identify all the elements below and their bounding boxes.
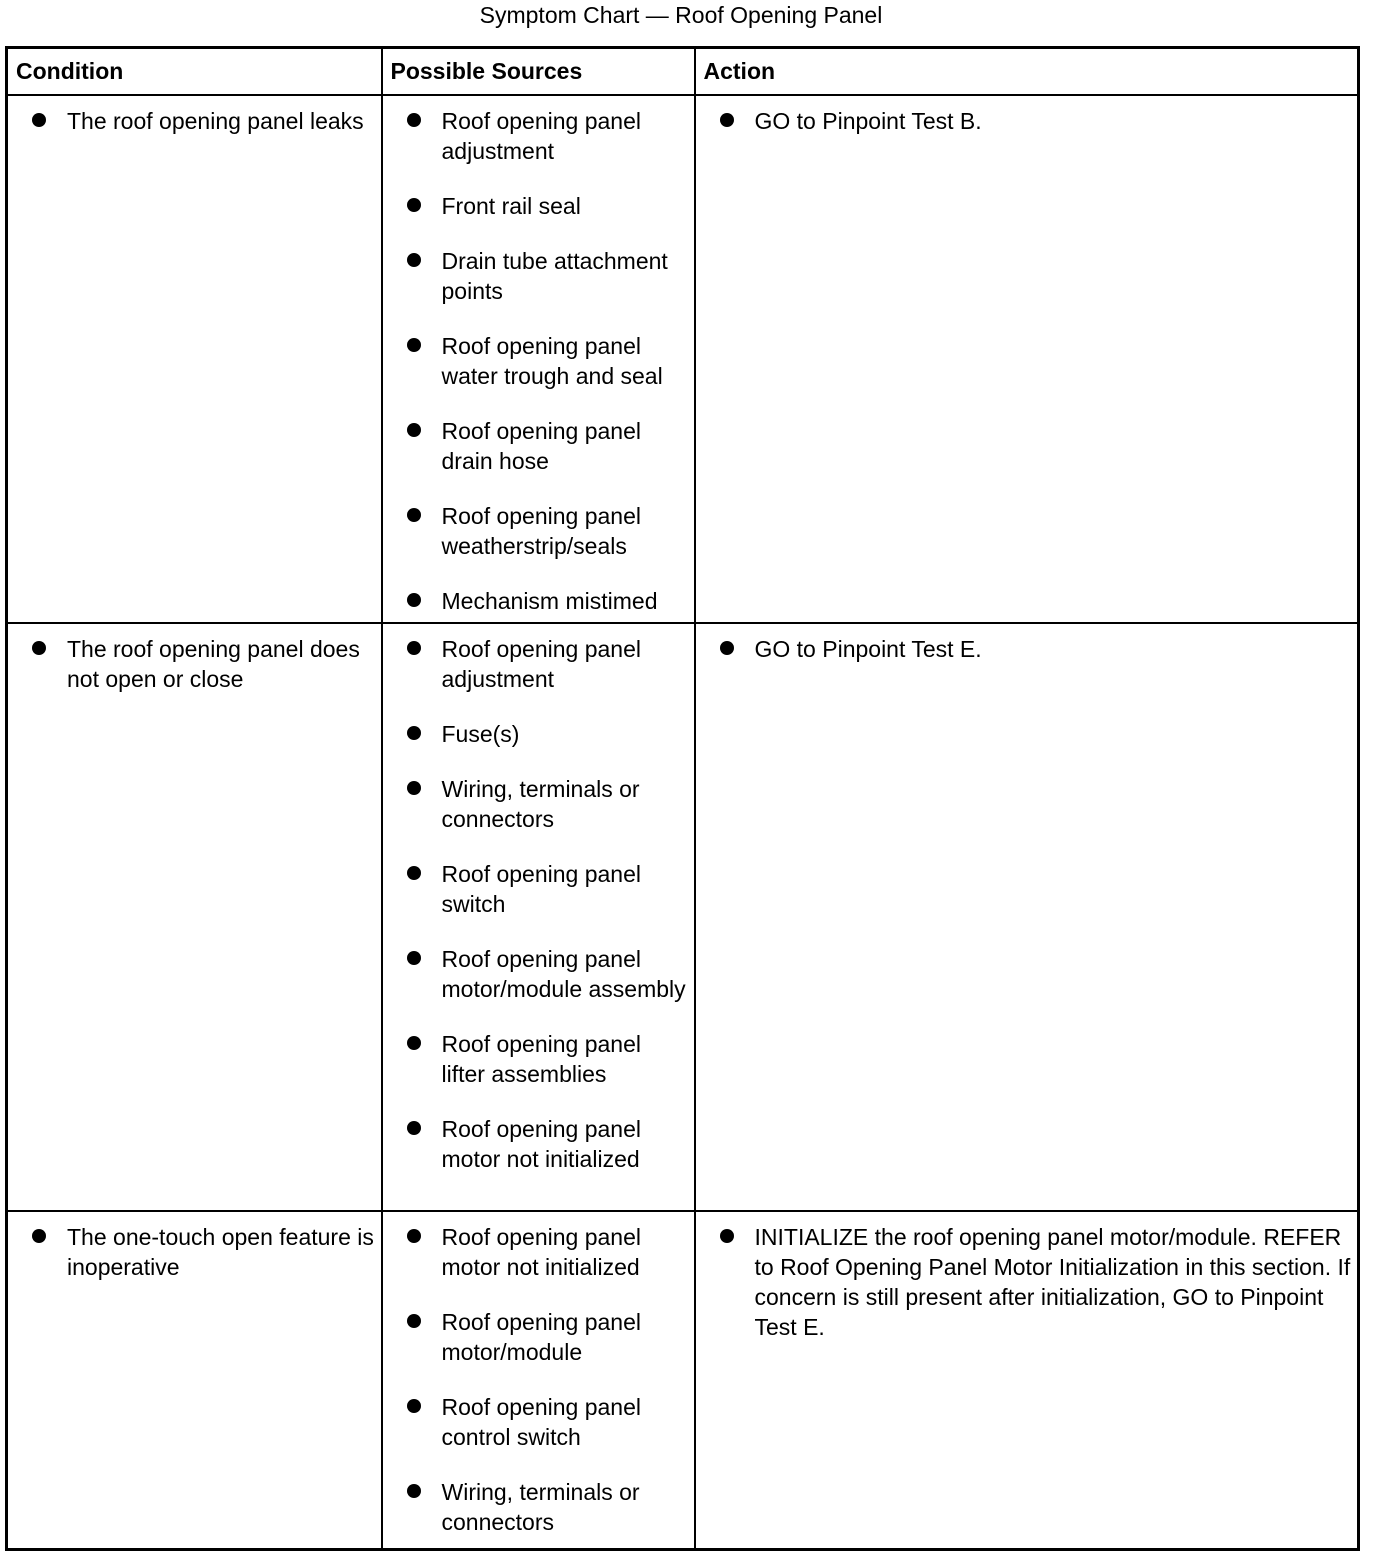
column-header-action: Action bbox=[695, 48, 1359, 95]
table-row bbox=[7, 623, 1359, 1211]
bullet-icon bbox=[407, 331, 423, 361]
list-item bbox=[407, 586, 688, 616]
source-text: Roof opening panel control switch bbox=[441, 1393, 641, 1450]
source-text: Roof opening panel motor/module bbox=[441, 1308, 641, 1365]
condition-cell bbox=[7, 95, 382, 623]
list-item bbox=[32, 634, 375, 694]
list-item bbox=[407, 774, 688, 834]
list-item bbox=[407, 331, 688, 391]
list-item bbox=[407, 1114, 688, 1174]
bullet-icon bbox=[407, 1029, 423, 1059]
list-item bbox=[407, 719, 688, 749]
bullet-icon bbox=[407, 106, 423, 136]
list-item bbox=[407, 106, 688, 166]
list-item bbox=[407, 501, 688, 561]
column-header-condition: Condition bbox=[7, 48, 382, 95]
bullet-icon bbox=[720, 634, 736, 664]
action-cell bbox=[695, 95, 1359, 623]
condition-text: The one-touch open feature is inoperative bbox=[67, 1223, 374, 1280]
condition-cell bbox=[7, 1211, 382, 1550]
bullet-icon bbox=[407, 634, 423, 664]
bullet-icon bbox=[32, 1222, 48, 1252]
bullet-icon bbox=[407, 246, 423, 276]
list-item bbox=[407, 1477, 688, 1537]
possible-sources-cell bbox=[382, 623, 695, 1211]
source-text: Roof opening panel motor not initialized bbox=[441, 1115, 641, 1172]
bullet-icon bbox=[720, 1222, 736, 1252]
condition-cell bbox=[7, 623, 382, 1211]
bullet-icon bbox=[720, 106, 736, 136]
source-text: Roof opening panel weatherstrip/seals bbox=[441, 502, 641, 559]
list-item bbox=[32, 1222, 375, 1282]
bullet-icon bbox=[407, 1307, 423, 1337]
source-text: Roof opening panel water trough and seal bbox=[441, 332, 663, 389]
symptom-chart-table bbox=[5, 46, 1360, 1551]
list-item bbox=[407, 859, 688, 919]
source-text: Wiring, terminals or connectors bbox=[441, 775, 640, 832]
action-text: GO to Pinpoint Test E. bbox=[754, 635, 982, 662]
list-item bbox=[407, 634, 688, 694]
source-text: Roof opening panel motor not initialized bbox=[441, 1223, 641, 1280]
condition-text: The roof opening panel leaks bbox=[67, 107, 364, 134]
bullet-icon bbox=[407, 501, 423, 531]
list-item bbox=[407, 416, 688, 476]
table-header-row bbox=[7, 48, 1359, 95]
list-item bbox=[407, 1307, 688, 1367]
action-cell bbox=[695, 1211, 1359, 1550]
condition-text: The roof opening panel does not open or close bbox=[67, 635, 360, 692]
action-cell bbox=[695, 623, 1359, 1211]
list-item bbox=[407, 191, 688, 221]
list-item bbox=[407, 944, 688, 1004]
list-item bbox=[720, 1222, 1352, 1342]
bullet-icon bbox=[407, 1477, 423, 1507]
list-item bbox=[32, 106, 375, 136]
table-row bbox=[7, 1211, 1359, 1550]
bullet-icon bbox=[407, 586, 423, 616]
possible-sources-cell bbox=[382, 95, 695, 623]
source-text: Fuse(s) bbox=[441, 720, 520, 747]
bullet-icon bbox=[407, 944, 423, 974]
bullet-icon bbox=[32, 634, 48, 664]
list-item bbox=[407, 1029, 688, 1089]
bullet-icon bbox=[32, 106, 48, 136]
list-item bbox=[407, 1392, 688, 1452]
list-item bbox=[407, 246, 688, 306]
bullet-icon bbox=[407, 719, 423, 749]
column-header-possible-sources: Possible Sources bbox=[382, 48, 695, 95]
action-text: INITIALIZE the roof opening panel motor/module. REFER to Roof Opening Panel Motor Initialization in this section. If concern is still present after initialization, GO to Pinpoint Test E. bbox=[754, 1223, 1351, 1340]
source-text: Roof opening panel lifter assemblies bbox=[441, 1030, 641, 1087]
list-item bbox=[407, 1222, 688, 1282]
bullet-icon bbox=[407, 859, 423, 889]
list-item bbox=[720, 634, 1352, 664]
source-text: Roof opening panel drain hose bbox=[441, 417, 641, 474]
bullet-icon bbox=[407, 1114, 423, 1144]
source-text: Roof opening panel adjustment bbox=[441, 107, 641, 164]
list-item bbox=[720, 106, 1352, 136]
source-text: Roof opening panel motor/module assembly bbox=[441, 945, 686, 1002]
bullet-icon bbox=[407, 1392, 423, 1422]
page-title: Symptom Chart — Roof Opening Panel bbox=[479, 2, 883, 28]
source-text: Drain tube attachment points bbox=[441, 247, 668, 304]
source-text: Roof opening panel switch bbox=[441, 860, 641, 917]
source-text: Front rail seal bbox=[441, 192, 581, 219]
table-row bbox=[7, 95, 1359, 623]
source-text: Wiring, terminals or connectors bbox=[441, 1478, 640, 1535]
bullet-icon bbox=[407, 416, 423, 446]
action-text: GO to Pinpoint Test B. bbox=[754, 107, 982, 134]
possible-sources-cell bbox=[382, 1211, 695, 1550]
bullet-icon bbox=[407, 191, 423, 221]
source-text: Roof opening panel adjustment bbox=[441, 635, 641, 692]
source-text: Mechanism mistimed bbox=[441, 587, 658, 614]
bullet-icon bbox=[407, 774, 423, 804]
bullet-icon bbox=[407, 1222, 423, 1252]
